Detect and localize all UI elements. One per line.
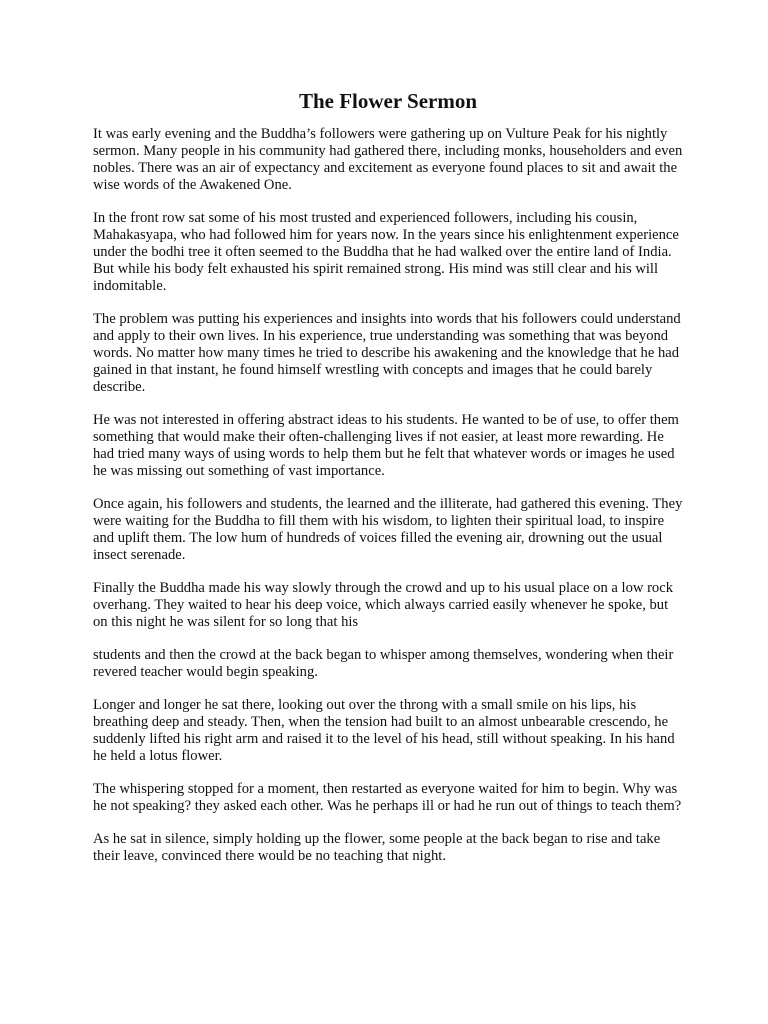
paragraph: It was early evening and the Buddha’s followers were gathering up on Vulture Peak for his nightly sermon. Many people in his community had gathered there, including monks, householders and even nobles. There was an air of expectancy and excitement as everyone found places to sit and await the wise words of the Awakened One. (93, 126, 683, 193)
paragraph: As he sat in silence, simply holding up the flower, some people at the back began to rise and take their leave, convinced there would be no teaching that night. (93, 831, 661, 864)
document-title: The Flower Sermon (298, 89, 478, 113)
paragraph: Finally the Buddha made his way slowly through the crowd and up to his usual place on a low rock overhang. They waited to hear his deep voice, which always carried easily whenever he spoke, but on this night he was silent for so long that his (93, 580, 673, 630)
paragraph: students and then the crowd at the back began to whisper among themselves, wondering when their revered teacher would begin speaking. (93, 647, 674, 680)
document-page (93, 88, 683, 881)
paragraph: Once again, his followers and students, the learned and the illiterate, had gathered this evening. They were waiting for the Buddha to fill them with his wisdom, to lighten their spiritual load, to inspire and uplift them. The low hum of hundreds of voices filled the evening air, drowning out the usual insect serenade. (93, 496, 683, 563)
paragraph: The whispering stopped for a moment, then restarted as everyone waited for him to begin. Why was he not speaking? they asked each other. Was he perhaps ill or had he run out of things to teach them? (93, 781, 682, 814)
paragraph: In the front row sat some of his most trusted and experienced followers, including his cousin, Mahakasyapa, who had followed him for years now. In the years since his enlightenment experience under the bodhi tree it often seemed to the Buddha that he had walked over the entire land of India. But while his body felt exhausted his spirit remained strong. His mind was still clear and his will indomitable. (93, 210, 679, 294)
paragraph: He was not interested in offering abstract ideas to his students. He wanted to be of use, to offer them something that would make their often-challenging lives if not easier, at least more rewarding. He had tried many ways of using words to help them but he felt that whatever words or images he used he was missing out something of vast importance. (93, 412, 679, 479)
paragraph: Longer and longer he sat there, looking out over the throng with a small smile on his lips, his breathing deep and steady. Then, when the tension had built to an almost unbearable crescendo, he suddenly lifted his right arm and raised it to the level of his head, still without speaking. In his hand he held a lotus flower. (93, 697, 675, 764)
paragraph: The problem was putting his experiences and insights into words that his followers could understand and apply to their own lives. In his experience, true understanding was something that was beyond words. No matter how many times he tried to describe his awakening and the knowledge that he had gained in that instant, he found himself wrestling with concepts and images that he could barely describe. (93, 311, 681, 395)
